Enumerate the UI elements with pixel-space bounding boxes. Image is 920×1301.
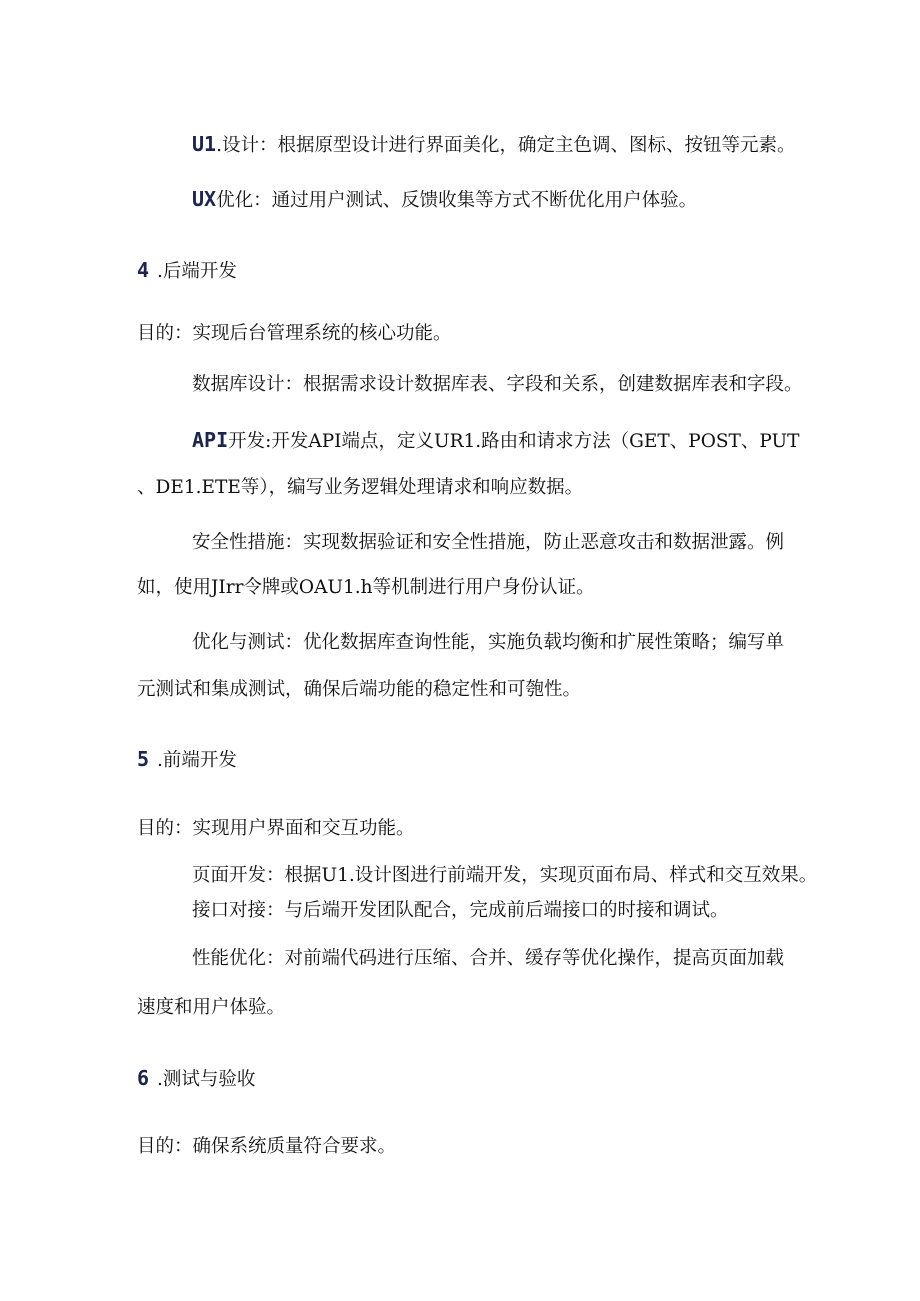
ux-text: 优化：通过用户测试、反馈收集等方式不断优化用户体验。	[216, 190, 698, 211]
heading-number: 4	[137, 258, 150, 282]
section-heading-testing	[137, 1066, 255, 1092]
heading-number: 5	[137, 747, 150, 771]
ui-design-text: .设计：根据原型设计进行界面美化，确定主色调、图标、按钮等元素。	[216, 135, 796, 156]
api-text-line1: 开发:开发API端点，定义UR1.路由和请求方法（GET、POST、PUT	[228, 431, 800, 452]
interface-item: 接口对接：与后端开发团队配合，完成前后端接口的时接和调试。	[192, 900, 729, 921]
section-heading-backend	[137, 258, 237, 284]
heading-text: .前端开发	[157, 750, 237, 771]
ux-label: UX	[192, 187, 217, 211]
heading-number: 6	[137, 1066, 150, 1090]
frontend-goal: 目的：实现用户界面和交互功能。	[137, 818, 415, 839]
db-design-item: 数据库设计：根据需求设计数据库表、字段和关系，创建数据库表和字段。	[192, 374, 803, 395]
perf-item-line1: 性能优化：对前端代码进行压缩、合并、缓存等优化操作，提高页面加载	[192, 948, 785, 969]
section-heading-frontend	[137, 747, 237, 773]
perf-item-line2: 速度和用户体验。	[137, 997, 286, 1018]
page-dev-item: 页面开发：根据U1.设计图进行前端开发，实现页面布局、样式和交互效果。	[192, 865, 818, 886]
heading-text: .后端开发	[157, 261, 237, 282]
security-item-line1: 安全性措施：实现数据验证和安全性措施，防止恶意攻击和数据泄露。例	[192, 532, 785, 553]
heading-text: .测试与验收	[157, 1069, 256, 1090]
api-label: API	[192, 428, 229, 452]
ui-label: U1	[192, 132, 217, 156]
backend-goal: 目的：实现后台管理系统的核心功能。	[137, 323, 452, 344]
ui-design-item	[192, 132, 795, 158]
ux-item	[192, 187, 697, 213]
security-item-line2: 如，使用JIrr令牌或OAU1.h等机制进行用户身份认证。	[137, 577, 595, 598]
api-item	[192, 428, 799, 454]
optimize-item-line1: 优化与测试：优化数据库查询性能，实施负载均衡和扩展性策略；编写单	[192, 632, 785, 653]
api-text-line2: 、DE1.ETE等），编写业务逻辑处理请求和响应数据。	[137, 477, 584, 498]
optimize-item-line2: 元测试和集成测试，确保后端功能的稳定性和可匏性。	[137, 679, 582, 700]
test-goal: 目的：确保系统质量符合要求。	[137, 1136, 397, 1157]
